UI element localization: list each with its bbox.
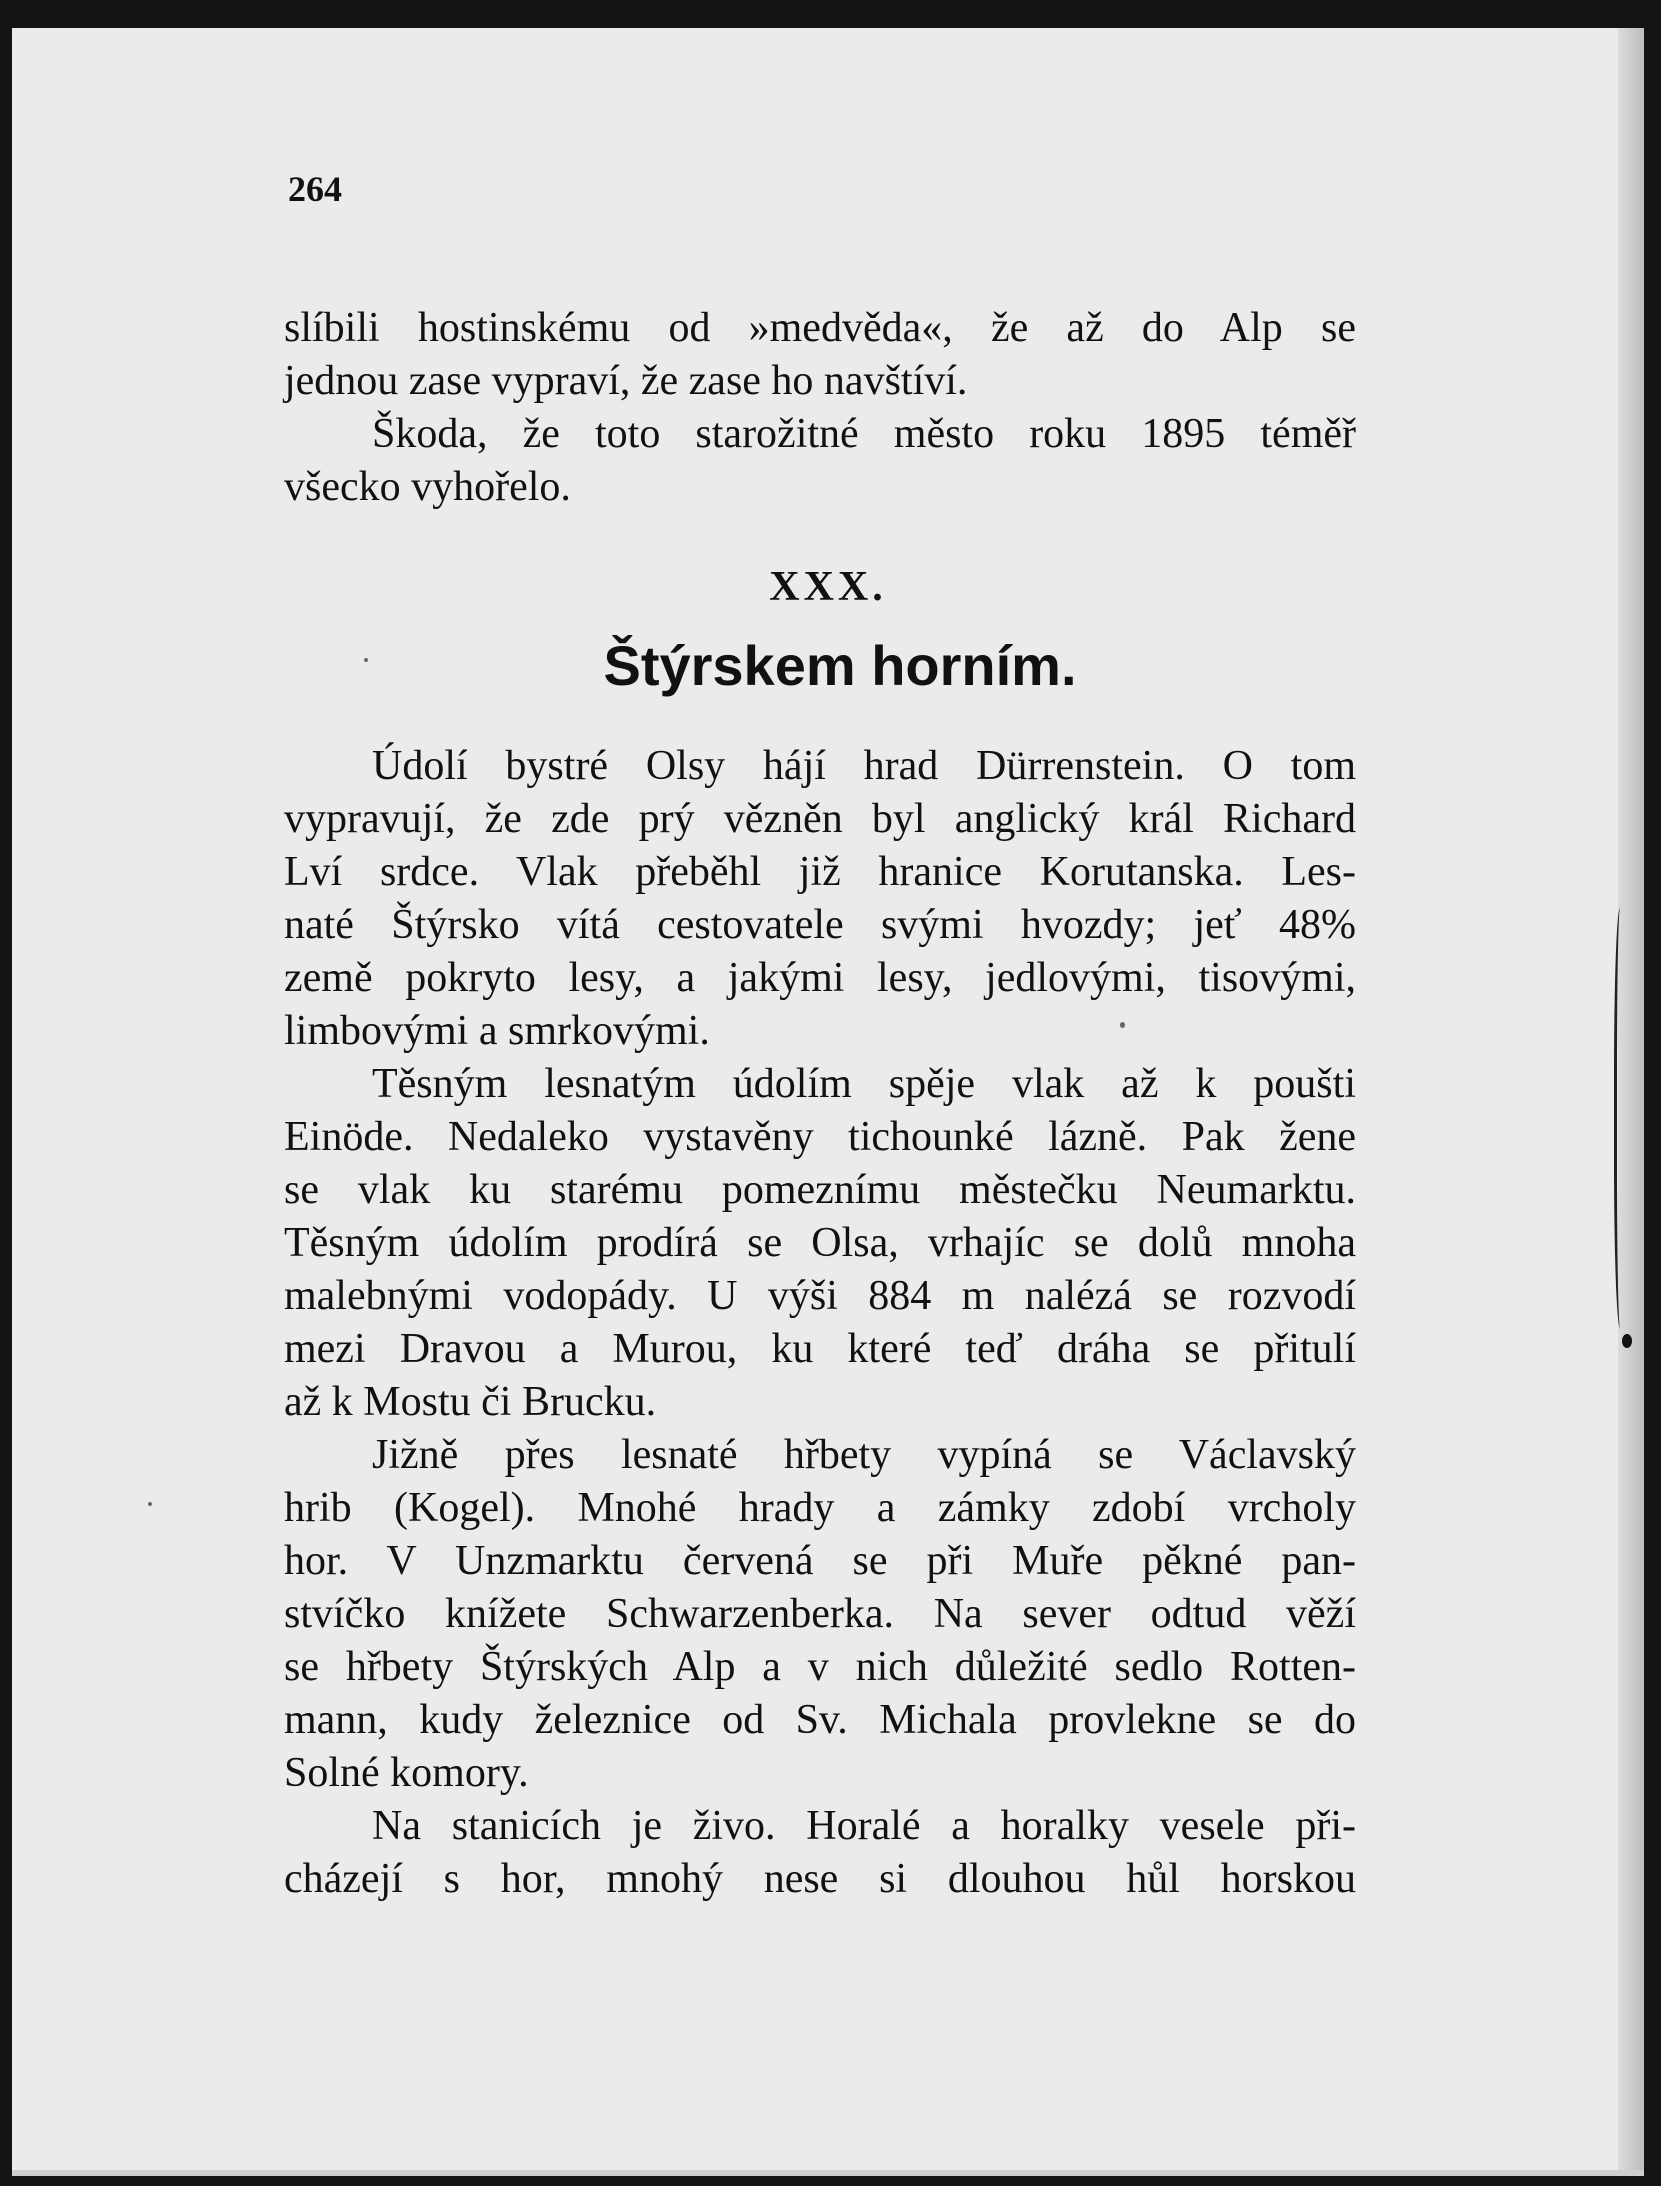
text-line: mann, kudy železnice od Sv. Michala provlekne se do xyxy=(284,1697,1356,1743)
page-bottom-edge xyxy=(12,2170,1644,2176)
text-line: jednou zase vypraví, že zase ho navštíví. xyxy=(284,358,968,404)
text-line: naté Štýrsko vítá cestovatele svými hvozdy; jeť 48% xyxy=(284,902,1356,948)
text-line: Einöde. Nedaleko vystavěny tichounké lázně. Pak žene xyxy=(284,1114,1356,1160)
chapter-title: Štýrskem horním. xyxy=(603,634,1077,697)
text-line: stvíčko knížete Schwarzenberka. Na sever odtud věží xyxy=(284,1591,1356,1637)
text-line: vypravují, že zde prý vězněn byl anglický král Richard xyxy=(284,796,1356,842)
text-line: mezi Dravou a Murou, ku které teď dráha se přitulí xyxy=(284,1326,1356,1372)
text-line: hrib (Kogel). Mnohé hrady a zámky zdobí vrcholy xyxy=(284,1485,1356,1531)
text-line: Na stanicích je živo. Horalé a horalky vesele při- xyxy=(372,1803,1356,1849)
scan-speck xyxy=(1120,1022,1125,1028)
text-line: Těsným údolím prodírá se Olsa, vrhajíc se dolů mnoha xyxy=(284,1220,1356,1266)
text-line: až k Mostu či Brucku. xyxy=(284,1379,657,1425)
text-block-top xyxy=(284,302,1356,514)
text-line: Lví srdce. Vlak přeběhl již hranice Korutanska. Les- xyxy=(284,849,1356,895)
text-line: Jižně přes lesnaté hřbety vypíná se Václavský xyxy=(372,1432,1356,1478)
text-line: slíbili hostinskému od »medvěda«, že až do Alp se xyxy=(284,305,1356,351)
text-line: se hřbety Štýrských Alp a v nich důležité sedlo Rotten- xyxy=(284,1644,1356,1690)
text-line: Škoda, že toto starožitné město roku 1895 téměř xyxy=(372,411,1356,457)
text-line: cházejí s hor, mnohý nese si dlouhou hůl horskou xyxy=(284,1856,1356,1902)
page-number: 264 xyxy=(288,169,342,209)
chapter-number: XXX. xyxy=(769,564,887,610)
text-line: Těsným lesnatým údolím spěje vlak až k poušti xyxy=(372,1061,1356,1107)
text-line: se vlak ku starému pomeznímu městečku Neumarktu. xyxy=(284,1167,1356,1213)
scan-speck xyxy=(364,658,368,662)
text-line: malebnými vodopády. U výši 884 m nalézá se rozvodí xyxy=(284,1273,1356,1319)
scan-speck xyxy=(148,1502,152,1506)
margin-pencil-mark xyxy=(1614,908,1629,1328)
text-line: limbovými a smrkovými. xyxy=(284,1008,710,1054)
scan-speck xyxy=(1622,1334,1632,1348)
text-line: všecko vyhořelo. xyxy=(284,464,571,510)
scanned-page xyxy=(12,28,1644,2176)
text-line: Solné komory. xyxy=(284,1750,529,1796)
text-block-body xyxy=(284,740,1356,1906)
text-line: Údolí bystré Olsy hájí hrad Dürrenstein. O tom xyxy=(372,743,1356,789)
text-line: země pokryto lesy, a jakými lesy, jedlovými, tisovými, xyxy=(284,955,1356,1001)
text-line: hor. V Unzmarktu červená se při Muře pěkné pan- xyxy=(284,1538,1356,1584)
